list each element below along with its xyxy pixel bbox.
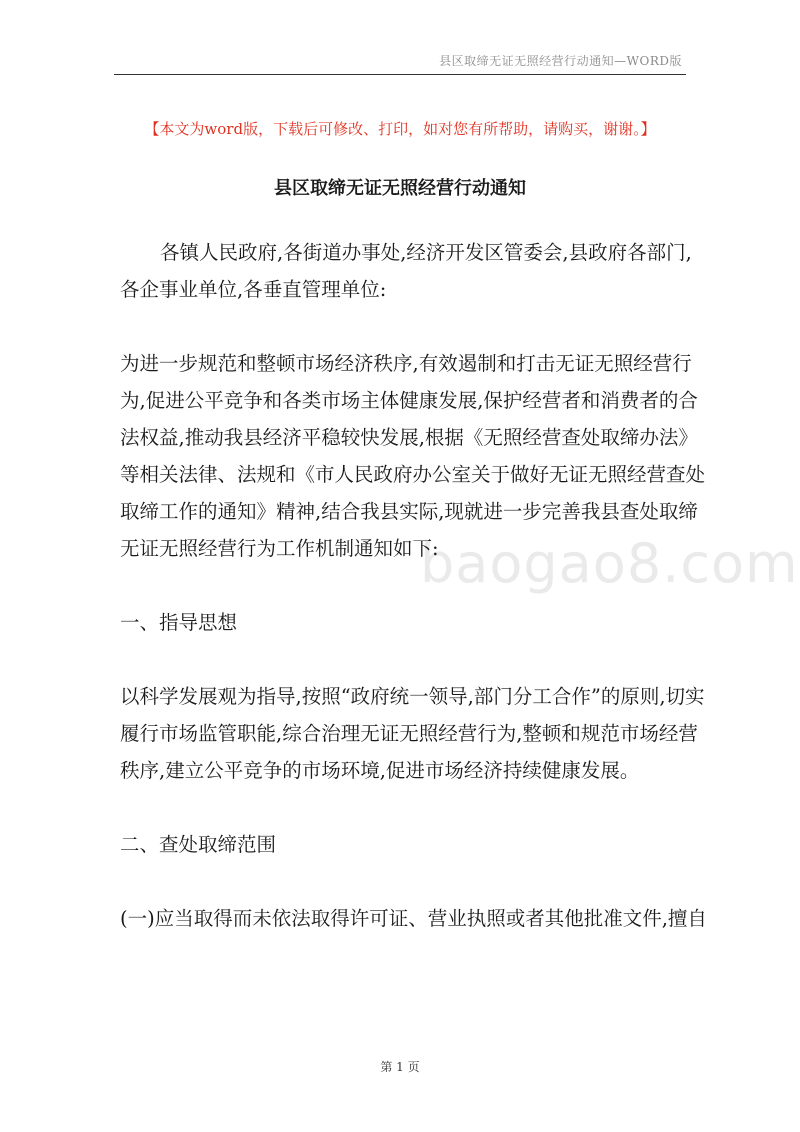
salutation-line: 各企事业单位,各垂直管理单位: — [120, 278, 387, 301]
section-heading-guiding: 一、指导思想 — [120, 611, 238, 634]
section-heading-scope: 二、查处取缔范围 — [120, 833, 277, 856]
document-body — [120, 234, 707, 937]
watermark: baogao8.com — [420, 532, 799, 595]
intro-line: 取缔工作的通知》精神,结合我县实际,现就进一步完善我县查处取缔 — [120, 500, 698, 523]
header-divider — [114, 74, 686, 75]
page-number: 第 1 页 — [380, 1060, 420, 1074]
intro-line: 为,促进公平竞争和各类市场主体健康发展,保护经营者和消费者的合 — [120, 389, 698, 412]
salutation-line: 各镇人民政府,各街道办事处,经济开发区管委会,县政府各部门, — [160, 241, 692, 264]
document-title: 县区取缔无证无照经营行动通知 — [274, 178, 526, 199]
guiding-line: 履行市场监管职能,综合治理无证无照经营行为,整顿和规范市场经营 — [120, 722, 698, 745]
intro-line: 等相关法律、法规和《市人民政府办公室关于做好无证无照经营查处 — [120, 463, 706, 486]
scope-line: (一)应当取得而未依法取得许可证、营业执照或者其他批准文件,擅自 — [120, 907, 707, 930]
guiding-line: 以科学发展观为指导,按照“政府统一领导,部门分工合作”的原则,切实 — [120, 685, 705, 708]
running-header: 县区取缔无证无照经营行动通知—WORD版 — [439, 54, 682, 68]
intro-line: 无证无照经营行为工作机制通知如下: — [120, 537, 439, 560]
purchase-notice: 【本文为word版，下载后可修改、打印，如对您有所帮助，请购买，谢谢。】 — [144, 120, 656, 138]
intro-line: 为进一步规范和整顿市场经济秩序,有效遏制和打击无证无照经营行 — [120, 352, 692, 375]
intro-line: 法权益,推动我县经济平稳较快发展,根据《无照经营查处取缔办法》 — [120, 426, 698, 449]
guiding-line: 秩序,建立公平竞争的市场环境,促进市场经济持续健康发展。 — [120, 759, 640, 782]
